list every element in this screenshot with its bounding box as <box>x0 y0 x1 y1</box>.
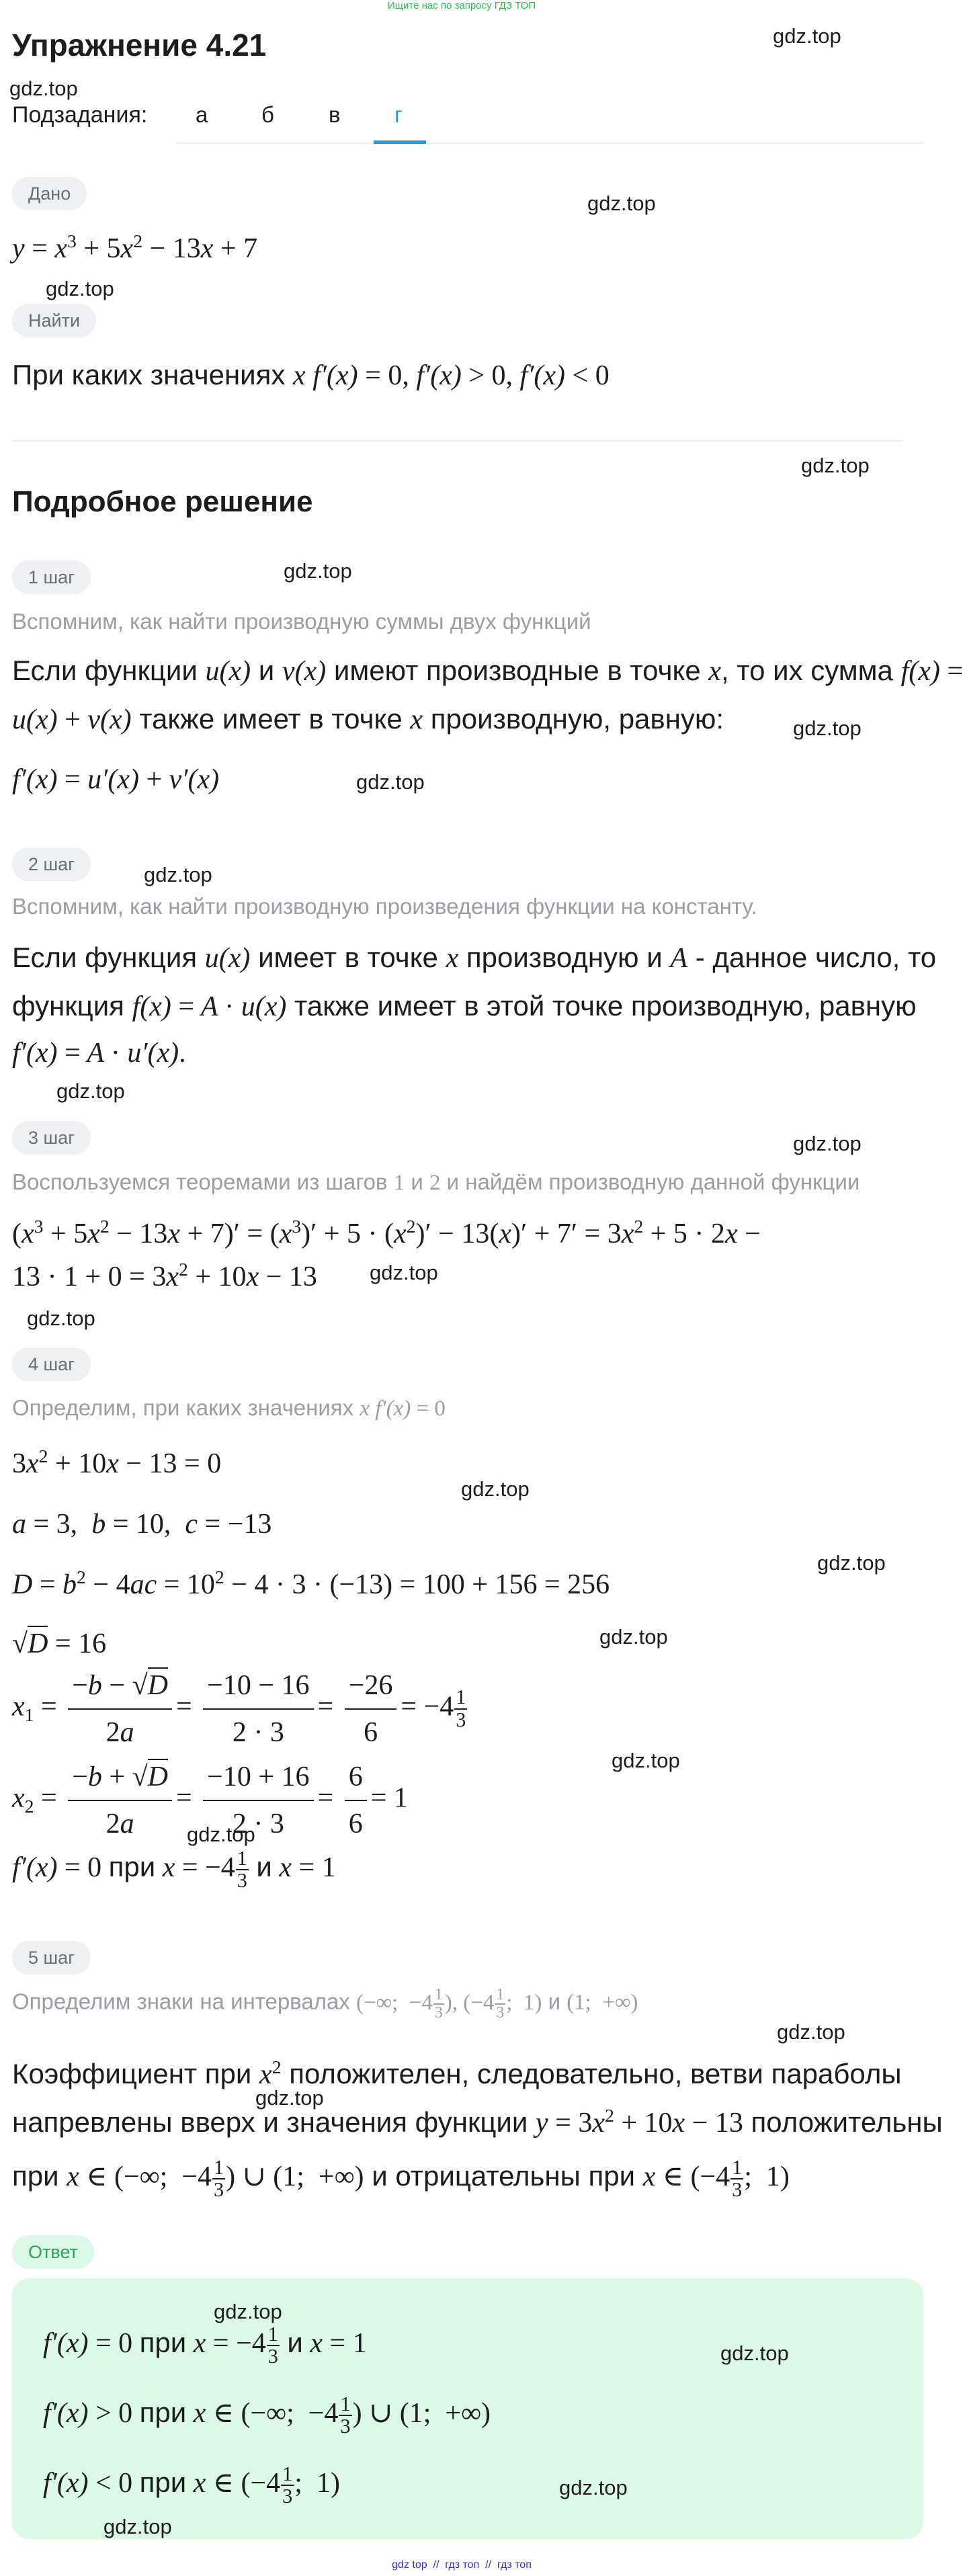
subtasks-label: Подзадания: <box>12 102 148 128</box>
watermark: gdz.top <box>56 1079 125 1103</box>
watermark: gdz.top <box>255 2086 324 2110</box>
equation: $3x^2 + 10x - 13 = 0$ <box>12 1445 222 1479</box>
step5-text-3: при x ∈ (−∞; −4 $\frac{1}{3}$ ) ∪ (1; +∞) и отрицательны при x ∈ (−4 $\frac{1}{3}$ ; 1) <box>12 2155 790 2202</box>
given-formula: $y = x^3 + 5x^2 - 13x + 7$ <box>12 230 258 264</box>
find-text: При каких значениях x f′(x) = 0, f′(x) > 0, f′(x) < 0 <box>12 359 610 391</box>
watermark: gdz.top <box>587 192 656 215</box>
watermark: gdz.top <box>46 277 114 300</box>
tab-g[interactable]: г <box>394 102 403 127</box>
answer-badge: Ответ <box>12 2235 94 2269</box>
step5-text-2: напревлены вверх и значения функции $y = 3x^2 + 10x - 13$ положительны <box>12 2104 943 2138</box>
step-hint: Воспользуемся теоремами из шагов 1 и 2 и найдём производную данной функции <box>12 1169 860 1195</box>
divider <box>12 440 903 442</box>
watermark: gdz.top <box>777 2020 845 2044</box>
step-hint: Вспомним, как найти производную произведения функции на константу. <box>12 894 757 919</box>
tab-a[interactable]: а <box>196 102 208 127</box>
answer-line-2: f′(x) > 0 при x ∈ (−∞; −4 $\frac{1}{3}$ ) ∪ (1; +∞) <box>43 2392 491 2438</box>
top-note[interactable]: Ищите нас по запросу ГДЗ ТОП <box>387 0 536 11</box>
find-badge: Найти <box>12 304 96 337</box>
step4-result: f′(x) = 0 при x = −4 $\frac{1}{3}$ и x = 1 <box>12 1846 336 1893</box>
watermark: gdz.top <box>612 1749 680 1772</box>
watermark: gdz.top <box>214 2300 282 2323</box>
tab-b[interactable]: б <box>261 102 274 127</box>
step-badge: 3 шаг <box>12 1121 91 1155</box>
step-badge: 5 шаг <box>12 1941 91 1975</box>
tab-v[interactable]: в <box>329 102 341 127</box>
answer-line-1: f′(x) = 0 при x = −4 $\frac{1}{3}$ и x = 1 <box>43 2322 367 2368</box>
watermark: gdz.top <box>720 2341 789 2365</box>
step-badge: 1 шаг <box>12 560 91 594</box>
watermark: gdz.top <box>599 1625 668 1649</box>
watermark: gdz.top <box>284 559 352 583</box>
tabs-underline <box>176 142 923 144</box>
watermark: gdz.top <box>793 716 862 740</box>
root-x2: $x_2$ = $\frac{-b + √D}{2a}$ = $\frac{-10 + 16}{2 \cdot 3}$ = $\frac{6}{6}$ = 1 <box>12 1757 408 1844</box>
step1-text-2: u(x) + v(x) также имеет в точке x производную, равную: <box>12 703 724 735</box>
watermark: gdz.top <box>187 1823 255 1846</box>
watermark: gdz.top <box>9 77 78 100</box>
step-hint: Определим, при каких значениях x f′(x) = 0 <box>12 1395 446 1421</box>
solution-heading: Подробное решение <box>12 485 313 518</box>
coefficients: a = 3, b = 10, c = −13 <box>12 1509 272 1540</box>
step-hint: Вспомним, как найти производную суммы двух функций <box>12 609 591 634</box>
page-title: Упражнение 4.21 <box>12 28 267 63</box>
watermark: gdz.top <box>144 863 212 886</box>
watermark: gdz.top <box>817 1551 886 1575</box>
watermark: gdz.top <box>559 2476 628 2499</box>
step2-text-2: функция f(x) = A · u(x) также имеет в этой точке производную, равную <box>12 990 917 1022</box>
watermark: gdz.top <box>773 24 841 48</box>
watermark: gdz.top <box>103 2515 172 2538</box>
watermark: gdz.top <box>370 1261 438 1284</box>
step1-formula: f′(x) = u′(x) + v′(x) <box>12 764 220 795</box>
watermark: gdz.top <box>27 1306 95 1330</box>
watermark: gdz.top <box>793 1132 862 1155</box>
step3-formula-1: $(x^3 + 5x^2 - 13x + 7)' = (x^3)' + 5 \cdot (x^2)' - 13(x)' + 7' = 3x^2 + 5 \cdot 2x$ − <box>12 1215 761 1249</box>
step2-formula: f′(x) = A · u′(x). <box>12 1038 186 1069</box>
answer-line-3: f′(x) < 0 при x ∈ (−4 $\frac{1}{3}$ ; 1) <box>43 2462 340 2508</box>
sqrt-discriminant: √D = 16 <box>12 1624 106 1664</box>
step3-formula-2: $13 \cdot 1 + 0 = 3x^2 + 10x - 13$ <box>12 1258 317 1292</box>
given-badge: Дано <box>12 177 87 210</box>
watermark: gdz.top <box>801 454 870 477</box>
step-badge: 2 шаг <box>12 847 91 881</box>
active-tab-indicator <box>374 140 426 144</box>
step1-text-1: Если функции u(x) и v(x) имеют производные в точке x, то их сумма f(x) = <box>12 655 963 687</box>
step-hint: Определим знаки на интервалах (−∞; −4 $\frac{1}{3}$ ), (−4 $\frac{1}{3}$ ; 1) и (1; +∞) <box>12 1986 638 2022</box>
discriminant: $D = b^2 - 4ac = 10^2 - 4 \cdot 3 \cdot (-13) = 100 + 156 = 256$ <box>12 1566 610 1600</box>
step2-text-1: Если функция u(x) имеет в точке x производную и A - данное число, то <box>12 942 937 974</box>
step5-text-1: Коэффициент при $x^2$ положителен, следовательно, ветви параболы <box>12 2056 902 2090</box>
footer-links[interactable]: gdz top // гдз топ // гдз топ <box>392 2559 532 2571</box>
step-badge: 4 шаг <box>12 1347 91 1381</box>
watermark: gdz.top <box>356 770 425 794</box>
root-x1: $x_1$ = $\frac{-b - √D}{2a}$ = $\frac{-10 - 16}{2 \cdot 3}$ = $\frac{-26}{6}$ = −4 $\frac{1}{3}$ <box>12 1665 468 1753</box>
watermark: gdz.top <box>461 1477 530 1501</box>
